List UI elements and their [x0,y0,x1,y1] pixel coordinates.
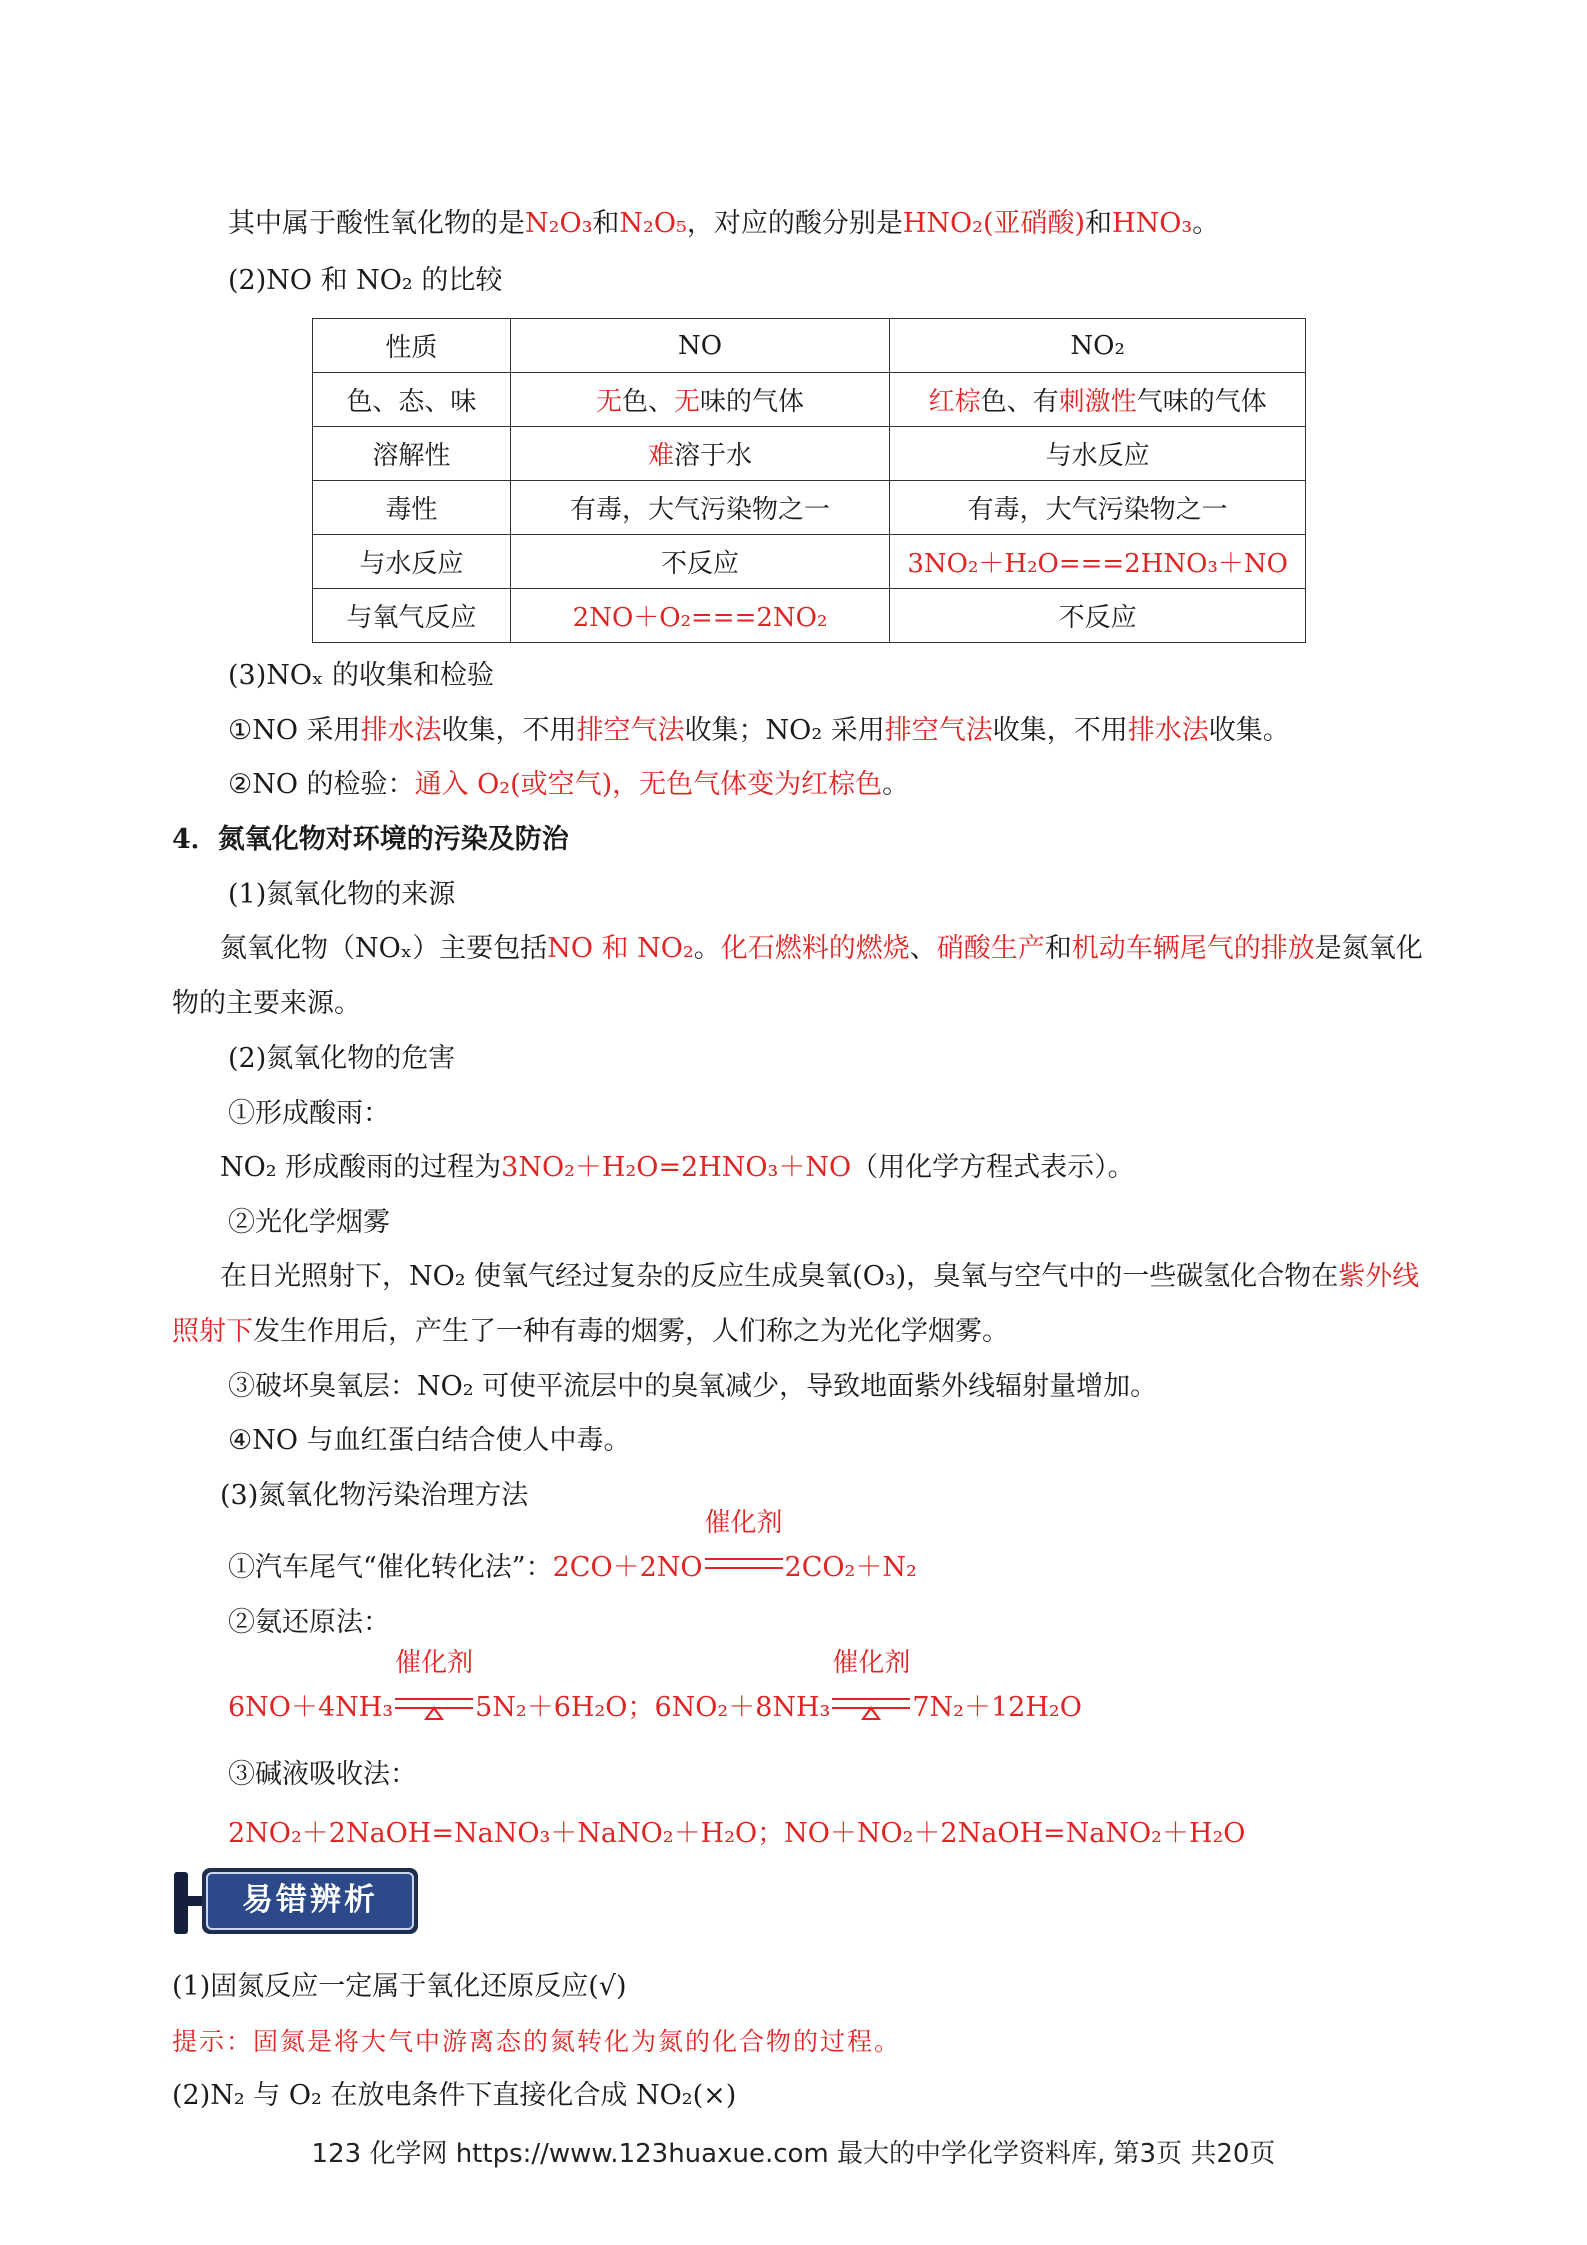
cell-text: 味的气体 [700,387,805,417]
acid-rain-heading: ①形成酸雨： [228,1098,390,1129]
badge-connector [188,1896,202,1906]
text: ①NO 采用 [228,715,361,746]
header-cell: NO₂ [890,319,1306,373]
text: ①汽车尾气“催化转化法”： [228,1552,553,1583]
badge-box [202,1868,418,1934]
harm-heading: (2)氮氧化物的危害 [228,1043,456,1074]
cell-text: 刺激性 [1058,387,1137,417]
detection-line [228,766,909,804]
text: 和 [1044,933,1072,964]
hint-1: 提示：固氮是将大气中游离态的氮转化为氮的化合物的过程。 [172,2027,902,2056]
table-row [313,535,1306,589]
compare-heading: (2)NO 和 NO₂ 的比较 [228,265,503,296]
smog-line-2 [172,1313,1009,1351]
cell-text: 与水反应 [1045,441,1150,471]
cell-text: 无 [674,387,701,417]
text: 是氮氧化 [1314,933,1423,964]
text: 和 [592,208,620,239]
alkali-heading: ③碱液吸收法： [228,1759,417,1790]
source-heading: (1)氮氧化物的来源 [228,879,456,910]
answer: 排空气法 [576,715,685,746]
heat-triangle-inner [428,1710,440,1718]
no-cell [510,535,890,589]
answer: 机动车辆尾气的排放 [1071,933,1315,964]
reaction-condition [703,1508,785,1576]
text: 。 [693,933,721,964]
answer: 照射下 [172,1316,253,1347]
treatment-heading: (3)氮氧化物污染治理方法 [220,1480,529,1511]
cell-text: 不反应 [1058,603,1137,633]
no2-cell [890,535,1306,589]
cell-text: 不反应 [661,549,740,579]
table-row [313,481,1306,535]
n2o5-formula: N₂O₅ [619,208,687,239]
cell-text: 溶于水 [674,441,753,471]
text: ，对应的酸分别是 [686,208,903,239]
answer: NO 和 NO₂ [547,933,694,964]
acid-rain-line [220,1149,1135,1187]
answer: 排水法 [1127,715,1209,746]
header-cell: NO [510,319,890,373]
no2-cell [890,481,1306,535]
question-2: (2)N₂ 与 O₂ 在放电条件下直接化合成 NO₂(×) [172,2080,737,2111]
table-row [313,373,1306,427]
reaction-condition [393,1648,475,1716]
equation-rhs: 2CO₂＋N₂ [784,1552,917,1583]
no-cell [510,427,890,481]
text: 收集，不用 [992,715,1128,746]
equation-lhs: 6NO＋4NH₃ [228,1692,394,1723]
text: 其中属于酸性氧化物的是 [228,208,525,239]
text: 收集，不用 [441,715,577,746]
equation-lhs: 6NO₂＋8NH₃ [654,1692,831,1723]
source-line-2: 物的主要来源。 [172,988,361,1019]
badge-bracket [174,1872,188,1934]
equation-lhs: 2CO＋2NO [552,1552,703,1583]
table-row [313,589,1306,643]
nox-heading: (3)NOₓ 的收集和检验 [228,660,495,691]
equation-rhs: 5N₂＋6H₂O； [475,1692,655,1723]
cell-text: 气味的气体 [1136,387,1267,417]
no-cell [510,481,890,535]
answer: 硝酸生产 [936,933,1045,964]
property-cell: 与水反应 [313,535,511,589]
text: 在日光照射下，NO₂ 使氧气经过复杂的反应生成臭氧(O₃)，臭氧与空气中的一些碳氢化合物在 [220,1261,1339,1292]
no-no2-comparison-table [312,318,1306,643]
text: 和 [1085,208,1113,239]
text: 收集；NO₂ 采用 [684,715,885,746]
catalyst-label: 催化剂 [832,1648,911,1678]
cell-text: 色、 [622,387,675,417]
text: 收集。 [1208,715,1290,746]
text: NO₂ 形成酸雨的过程为 [220,1152,502,1183]
text: 。 [1192,208,1220,239]
equals-sign [705,1558,783,1569]
smog-line-1 [220,1258,1419,1296]
cell-text: 有毒，大气污染物之一 [570,495,831,525]
answer: 紫外线 [1338,1261,1420,1292]
cell-text: 无 [596,387,623,417]
text: 氮氧化物（NOₓ）主要包括 [220,933,548,964]
ammonia-heading: ②氨还原法： [228,1607,390,1638]
cell-text: 红棕 [928,387,981,417]
ozone-line: ③破坏臭氧层：NO₂ 可使平流层中的臭氧减少，导致地面紫外线辐射量增加。 [228,1371,1158,1402]
badge-label: 易错辨析 [206,1872,414,1930]
cell-text: 2NO＋O₂===2NO₂ [572,603,828,633]
acidic-oxide-line [228,205,1219,243]
collection-line [228,712,1290,750]
text: （用化学方程式表示）。 [851,1152,1135,1183]
cell-text: 色、有 [980,387,1059,417]
cell-text: 有毒，大气污染物之一 [967,495,1228,525]
hno3-formula: HNO₃ [1112,208,1193,239]
text: ②NO 的检验： [228,769,415,800]
question-1: (1)固氮反应一定属于氧化还原反应(√) [172,1971,627,2002]
property-cell: 溶解性 [313,427,511,481]
no-cell [510,589,890,643]
reaction-condition [830,1648,912,1716]
ammonia-reduction-line [228,1648,1082,1727]
no-cell [510,373,890,427]
page-footer: 123 化学网 https://www.123huaxue.com 最大的中学化学资料库, 第3页 共20页 [311,2139,1276,2169]
heat-triangle-inner [865,1710,877,1718]
alkali-equation-line: 2NO₂＋2NaOH=NaNO₃＋NaNO₂＋H₂O；NO＋NO₂＋2NaOH=NaNO₂＋H₂O [228,1818,1246,1849]
section-4-heading: 4．氮氧化物对环境的污染及防治 [172,824,569,855]
n2o3-formula: N₂O₃ [525,208,593,239]
answer: 排空气法 [884,715,993,746]
catalyst-label: 催化剂 [704,1508,783,1538]
no2-cell [890,427,1306,481]
text: 。 [882,769,910,800]
cell-text: 难 [648,441,675,471]
answer: 化石燃料的燃烧 [720,933,910,964]
catalyst-label: 催化剂 [395,1648,474,1678]
text: 发生作用后，产生了一种有毒的烟雾，人们称之为光化学烟雾。 [253,1316,1009,1347]
catalytic-converter-line [228,1508,917,1587]
hno2-formula: HNO₂(亚硝酸) [902,208,1086,239]
header-cell: 性质 [313,319,511,373]
property-cell: 色、态、味 [313,373,511,427]
table-header-row [313,319,1306,373]
cell-text: 3NO₂＋H₂O===2HNO₃＋NO [907,549,1288,579]
common-mistakes-badge [174,1868,424,1936]
source-line-1 [220,930,1423,968]
text: 、 [909,933,937,964]
table-row [313,427,1306,481]
acid-rain-equation: 3NO₂＋H₂O=2HNO₃＋NO [501,1152,852,1183]
answer: 排水法 [360,715,442,746]
equation-rhs: 7N₂＋12H₂O [912,1692,1082,1723]
property-cell: 与氧气反应 [313,589,511,643]
no2-cell [890,589,1306,643]
answer: 通入 O₂(或空气)，无色气体变为红棕色 [414,769,883,800]
smog-heading: ②光化学烟雾 [228,1207,390,1238]
hemoglobin-line: ④NO 与血红蛋白结合使人中毒。 [228,1425,631,1456]
no2-cell [890,373,1306,427]
property-cell: 毒性 [313,481,511,535]
